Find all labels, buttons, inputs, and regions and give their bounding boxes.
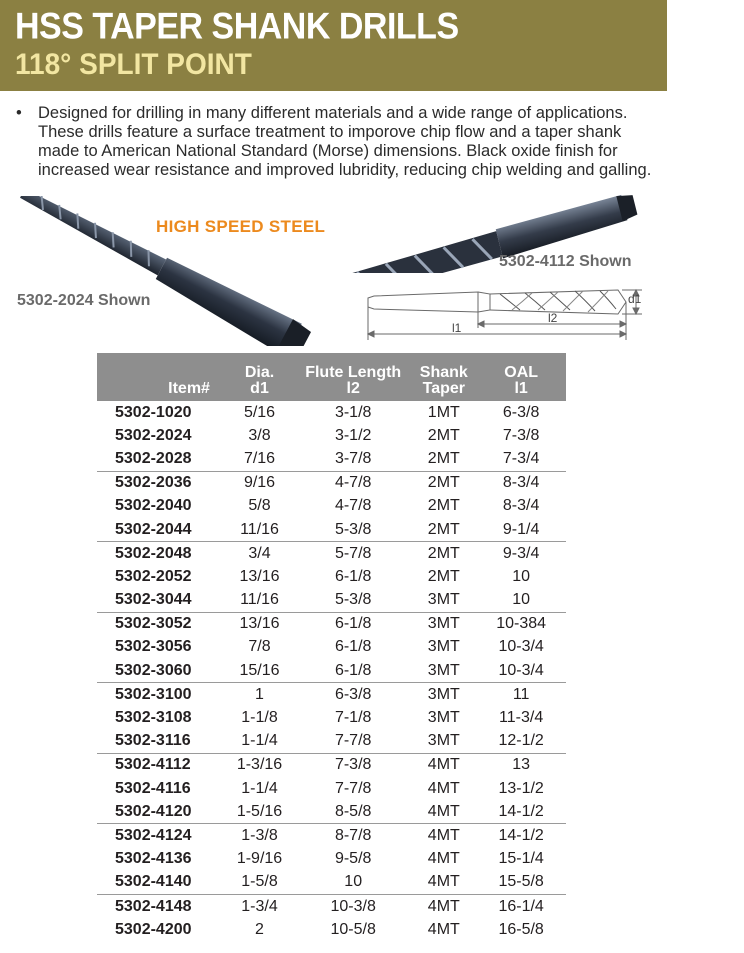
table-row [97,612,566,636]
cell-flute-length: 7-7/8 [295,730,411,754]
cell-oal: 11 [512,685,530,703]
cell-flute-length: 5-3/8 [295,589,411,613]
table-row [97,753,566,777]
cell-flute-length: 8-5/8 [295,800,411,824]
cell-shank-taper: 4MT [427,826,460,844]
bullet-marker: • [16,104,22,122]
cell-oal: 9-1/4 [476,518,566,542]
header-flute-length: Flute Length l2 [295,353,411,401]
cell-item: 5302-4200 [115,920,192,938]
cell-oal: 16-1/4 [498,897,544,915]
cell-dia: 3/8 [248,426,271,444]
label-d1: d1 [628,292,642,306]
cell-item: 5302-2024 [115,426,192,444]
cell-item: 5302-2028 [97,447,224,471]
label-l2: l2 [548,311,558,325]
cell-shank-taper: 3MT [411,659,476,683]
cell-item: 5302-2052 [115,567,192,585]
cell-item: 5302-2048 [115,544,192,562]
cell-item: 5302-2040 [115,497,192,515]
cell-oal: 10-3/4 [498,638,544,656]
spec-table-body [97,401,566,941]
cell-oal: 10-384 [496,615,547,633]
table-row [97,565,566,588]
table-header-row [97,353,566,401]
table-row [97,636,566,659]
cell-shank-taper: 4MT [427,897,460,915]
cell-dia: 1-1/4 [241,779,278,797]
header-oal: OAL l1 [476,353,566,401]
cell-shank-taper: 3MT [427,615,460,633]
table-row [97,730,566,754]
cell-flute-length: 6-3/8 [334,685,372,703]
cell-flute-length: 6-1/8 [334,615,372,633]
cell-shank-taper: 4MT [427,779,460,797]
table-row [97,918,566,941]
table-row [97,447,566,471]
cell-item: 5302-4116 [115,779,191,797]
table-row [97,542,566,566]
cell-item: 5302-4136 [115,850,192,868]
cell-flute-length: 6-1/8 [334,567,372,585]
cell-flute-length: 10-5/8 [330,920,376,938]
cell-item: 5302-2036 [115,474,192,492]
cell-oal: 8-3/4 [502,474,540,492]
cell-dia: 1-1/4 [224,730,295,754]
cell-oal: 10 [512,567,531,585]
cell-shank-taper: 3MT [411,730,476,754]
cell-dia: 7/8 [248,638,271,656]
cell-shank-taper: 3MT [427,638,460,656]
table-row [97,659,566,683]
cell-shank-taper: 2MT [411,518,476,542]
cell-shank-taper: 2MT [411,447,476,471]
cell-oal: 13 [512,756,531,774]
cell-item: 5302-3100 [115,685,192,703]
table-row [97,800,566,824]
cell-shank-taper: 3MT [427,685,460,703]
cell-flute-length: 5-3/8 [295,518,411,542]
dimension-diagram [360,282,645,350]
cell-shank-taper: 4MT [411,800,476,824]
cell-dia: 5/8 [248,497,271,515]
table-row [97,894,566,918]
cell-shank-taper: 2MT [427,544,460,562]
label-l1: l1 [452,321,462,335]
cell-dia: 5/16 [243,403,276,421]
cell-flute-length: 6-1/8 [334,638,372,656]
cell-shank-taper: 4MT [427,756,460,774]
table-row [97,589,566,613]
table-row [97,777,566,800]
cell-shank-taper: 1MT [427,403,460,421]
header-dia: Dia. d1 [224,353,295,401]
cell-dia: 13/16 [239,567,280,585]
page-subtitle: 118° SPLIT POINT [15,48,252,81]
cell-dia: 7/16 [224,447,295,471]
cell-shank-taper: 2MT [427,567,460,585]
cell-shank-taper: 4MT [427,850,460,868]
cell-flute-length: 5-7/8 [334,544,372,562]
table-row [97,824,566,848]
caption-left: 5302-2024 Shown [17,292,151,309]
cell-item: 5302-3044 [97,589,224,613]
cell-item: 5302-3108 [115,709,192,727]
cell-dia: 9/16 [243,474,276,492]
cell-dia: 1-1/8 [241,709,278,727]
cell-dia: 1-3/16 [236,756,283,774]
cell-dia: 13/16 [239,615,280,633]
cell-flute-length: 4-7/8 [334,474,372,492]
cell-item: 5302-4120 [97,800,224,824]
cell-flute-length: 6-1/8 [295,659,411,683]
cell-flute-length: 3-1/8 [334,403,372,421]
cell-flute-length: 7-7/8 [334,779,372,797]
spec-table [97,353,566,941]
cell-oal: 7-3/4 [476,447,566,471]
cell-flute-length: 9-5/8 [334,850,372,868]
table-row [97,424,566,447]
cell-dia: 1-3/8 [241,826,278,844]
table-row [97,848,566,871]
cell-oal: 10 [476,589,566,613]
table-row [97,518,566,542]
cell-item: 5302-4112 [115,756,191,774]
description-text: Designed for drilling in many different materials and a wide range of applications. These drills feature a surface treatment to imporove chip flow and a taper shank made to American National Standard (Morse) dimensions. Black oxide finish for increased wear resistance and improved lubridity, reducing chip welding and galling. [38,104,652,179]
cell-dia: 1-5/16 [224,800,295,824]
cell-item: 5302-4140 [97,871,224,895]
cell-flute-length: 10 [295,871,411,895]
header-item: Item# [97,353,224,401]
cell-oal: 15-1/4 [498,850,544,868]
cell-shank-taper: 4MT [427,920,460,938]
cell-item: 5302-4148 [115,897,192,915]
cell-item: 5302-1020 [115,403,192,421]
cell-flute-length: 3-1/2 [334,426,372,444]
table-row [97,471,566,495]
table-row [97,871,566,895]
cell-item: 5302-3116 [97,730,224,754]
cell-oal: 9-3/4 [502,544,540,562]
cell-flute-length: 8-7/8 [334,826,372,844]
cell-flute-length: 7-1/8 [334,709,372,727]
cell-flute-length: 10-3/8 [330,897,376,915]
cell-oal: 15-5/8 [476,871,566,895]
cell-item: 5302-3052 [115,615,192,633]
cell-dia: 15/16 [224,659,295,683]
cell-dia: 1 [255,685,264,703]
table-row [97,495,566,518]
cell-oal: 14-1/2 [476,800,566,824]
cell-shank-taper: 3MT [411,589,476,613]
header-banner [0,0,667,91]
cell-shank-taper: 4MT [411,871,476,895]
cell-shank-taper: 2MT [427,497,460,515]
cell-oal: 6-3/8 [502,403,540,421]
cell-dia: 1-9/16 [236,850,283,868]
cell-oal: 11-3/4 [499,709,544,727]
cell-item: 5302-3060 [97,659,224,683]
cell-flute-length: 3-7/8 [295,447,411,471]
cell-oal: 8-3/4 [502,497,540,515]
cell-oal: 16-5/8 [498,920,544,938]
cell-flute-length: 4-7/8 [334,497,372,515]
cell-shank-taper: 3MT [427,709,460,727]
cell-oal: 13-1/2 [498,779,544,797]
cell-dia: 11/16 [224,589,295,613]
cell-oal: 10-3/4 [476,659,566,683]
product-description [16,104,656,180]
cell-item: 5302-2044 [97,518,224,542]
cell-shank-taper: 2MT [427,426,460,444]
table-row [97,706,566,729]
material-label: HIGH SPEED STEEL [156,217,326,236]
cell-dia: 2 [255,920,264,938]
cell-oal: 12-1/2 [476,730,566,754]
cell-item: 5302-3056 [115,638,192,656]
page-title: HSS TAPER SHANK DRILLS [15,6,459,48]
table-row [97,683,566,707]
cell-dia: 1-3/4 [241,897,278,915]
cell-item: 5302-4124 [115,826,192,844]
cell-oal: 14-1/2 [498,826,544,844]
caption-right: 5302-4112 Shown [499,253,632,270]
cell-dia: 1-5/8 [224,871,295,895]
cell-flute-length: 7-3/8 [334,756,372,774]
header-shank-taper: Shank Taper [411,353,476,401]
cell-dia: 3/4 [248,544,271,562]
table-row [97,401,566,424]
cell-shank-taper: 2MT [427,474,460,492]
cell-dia: 11/16 [224,518,295,542]
cell-oal: 7-3/8 [502,426,540,444]
